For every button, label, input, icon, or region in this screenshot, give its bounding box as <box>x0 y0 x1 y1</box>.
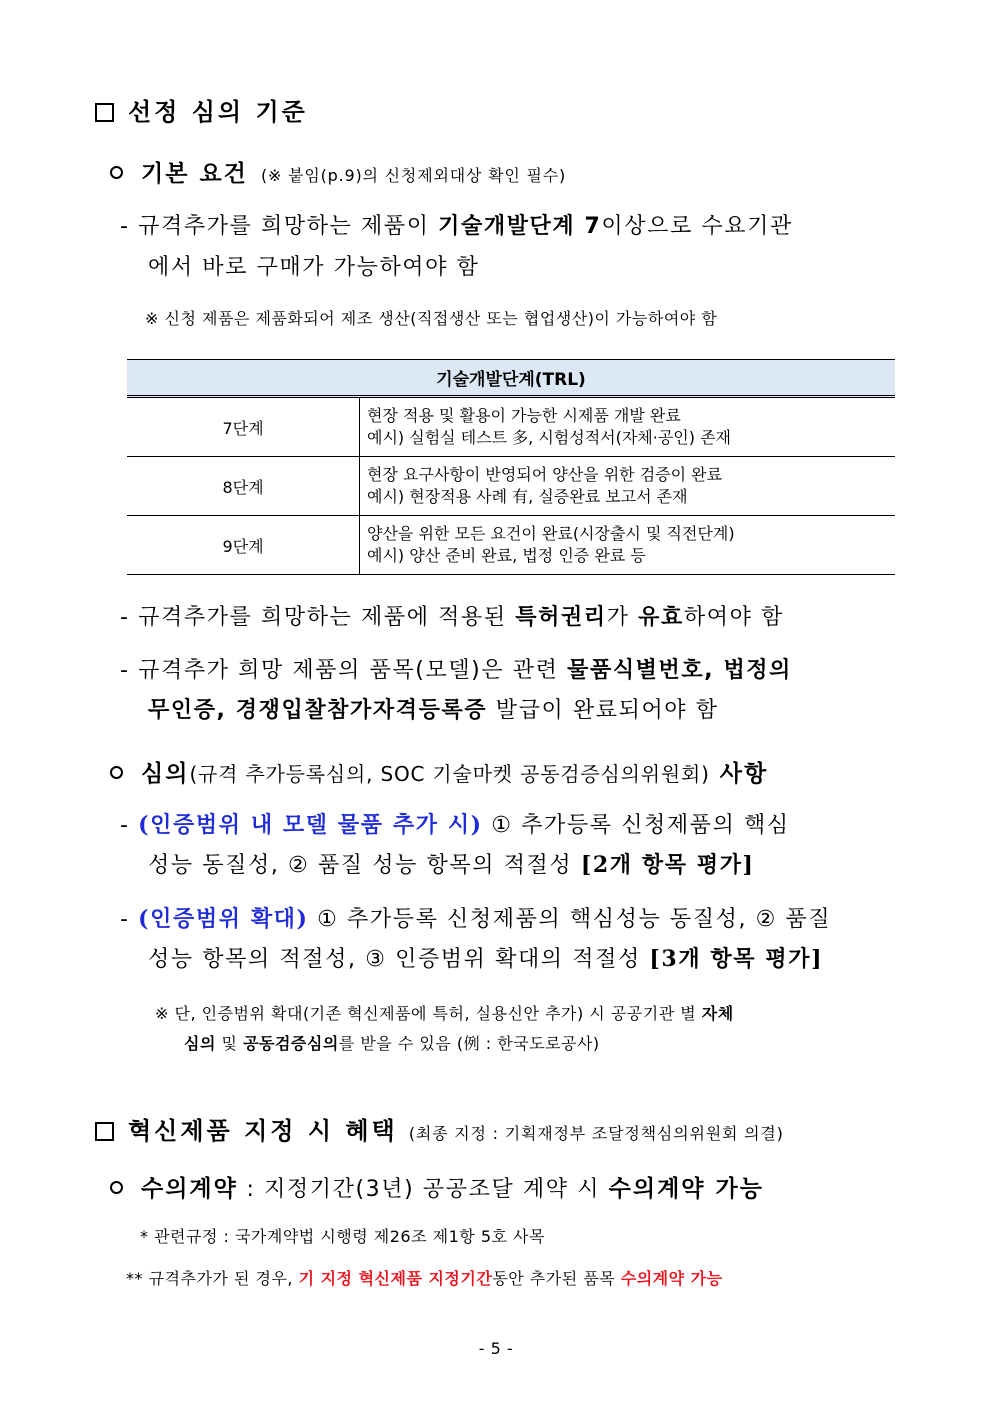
circle-bullet-icon <box>110 766 123 779</box>
trl-stage: 9단계 <box>127 516 360 575</box>
circle-bullet-icon <box>110 1181 123 1194</box>
requirement-trl-line2: 에서 바로 구매가 가능하여야 함 <box>148 255 480 280</box>
review-note-line2: 심의 및 공동검증심의를 받을 수 있음 (例 : 한국도로공사) <box>184 1034 600 1053</box>
circle-bullet-icon <box>110 166 123 179</box>
benefits-note: (최종 지정 : 기획재정부 조달정책심의위원회 의결) <box>408 1124 784 1143</box>
trl-description: 현장 적용 및 활용이 가능한 시제품 개발 완료 예시) 실험실 테스트 多, 시험성적서(자체·공인) 존재 <box>360 397 896 457</box>
review-item-scope-expand-line1: - (인증범위 확대) ① 추가등록 신청제품의 핵심성능 동질성, ② 품질 <box>120 906 832 932</box>
basic-requirement-note: (※ 붙임(p.9)의 신청제외대상 확인 필수) <box>260 166 567 185</box>
review-item-scope-expand-line2: 성능 항목의 적절성, ③ 인증범위 확대의 적절성 [3개 항목 평가] <box>148 946 824 972</box>
review-heading: 심의(규격 추가등록심의, SOC 기술마켓 공동검증심의위원회) 사항 <box>110 755 768 788</box>
related-regulation: * 관련규정 : 국가계약법 시행령 제26조 제1항 5호 사목 <box>140 1227 545 1246</box>
review-item-model-add-line1: - (인증범위 내 모델 물품 추가 시) ① 추가등록 신청제품의 핵심 <box>120 812 790 838</box>
section-title-benefits: 혁신제품 지정 시 혜택 (최종 지정 : 기획재정부 조달정책심의위원회 의결) <box>95 1111 784 1146</box>
private-contract-item: 수의계약 : 지정기간(3년) 공공조달 계약 시 수의계약 가능 <box>110 1170 764 1203</box>
requirement-certification-line2: 무인증, 경쟁입찰참가자격등록증 발급이 완료되어야 함 <box>148 698 719 723</box>
trl-stage: 8단계 <box>127 457 360 516</box>
page-number: - 5 - <box>478 1339 514 1358</box>
trl-stage: 7단계 <box>127 397 360 457</box>
section-title-selection-criteria: 선정 심의 기준 <box>95 92 308 127</box>
trl-table-header: 기술개발단계(TRL) <box>127 360 895 397</box>
product-manufacture-note: ※ 신청 제품은 제품화되어 제조 생산(직접생산 또는 협업생산)이 가능하여야 함 <box>145 309 718 328</box>
square-bullet-icon <box>95 1122 114 1141</box>
table-row <box>127 457 895 516</box>
spec-addition-note: ** 규격추가가 된 경우, 기 지정 혁신제품 지정기간동안 추가된 품목 수의계약 가능 <box>126 1269 723 1288</box>
review-item-model-add-line2: 성능 동질성, ② 품질 성능 항목의 적절성 [2개 항목 평가] <box>148 852 755 878</box>
trl-description: 현장 요구사항이 반영되어 양산을 위한 검증이 완료 예시) 현장적용 사례 有, 실증완료 보고서 존재 <box>360 457 896 516</box>
requirement-certification-line1: - 규격추가 희망 제품의 품목(모델)은 관련 물품식별번호, 법정의 <box>120 658 792 683</box>
review-note-line1: ※ 단, 인증범위 확대(기존 혁신제품에 특허, 실용신안 추가) 시 공공기관 별 자체 <box>155 1004 734 1023</box>
requirement-trl-line1: - 규격추가를 희망하는 제품이 기술개발단계 7이상으로 수요기관 <box>120 214 793 239</box>
table-row <box>127 397 895 457</box>
trl-table <box>127 359 895 575</box>
basic-requirement-heading: 기본 요건 (※ 붙임(p.9)의 신청제외대상 확인 필수) <box>110 155 566 188</box>
requirement-patent: - 규격추가를 희망하는 제품에 적용된 특허권리가 유효하여야 함 <box>120 605 784 630</box>
table-row <box>127 516 895 575</box>
trl-description: 양산을 위한 모든 요건이 완료(시장출시 및 직전단계) 예시) 양산 준비 완료, 법정 인증 완료 등 <box>360 516 896 575</box>
square-bullet-icon <box>95 103 114 122</box>
